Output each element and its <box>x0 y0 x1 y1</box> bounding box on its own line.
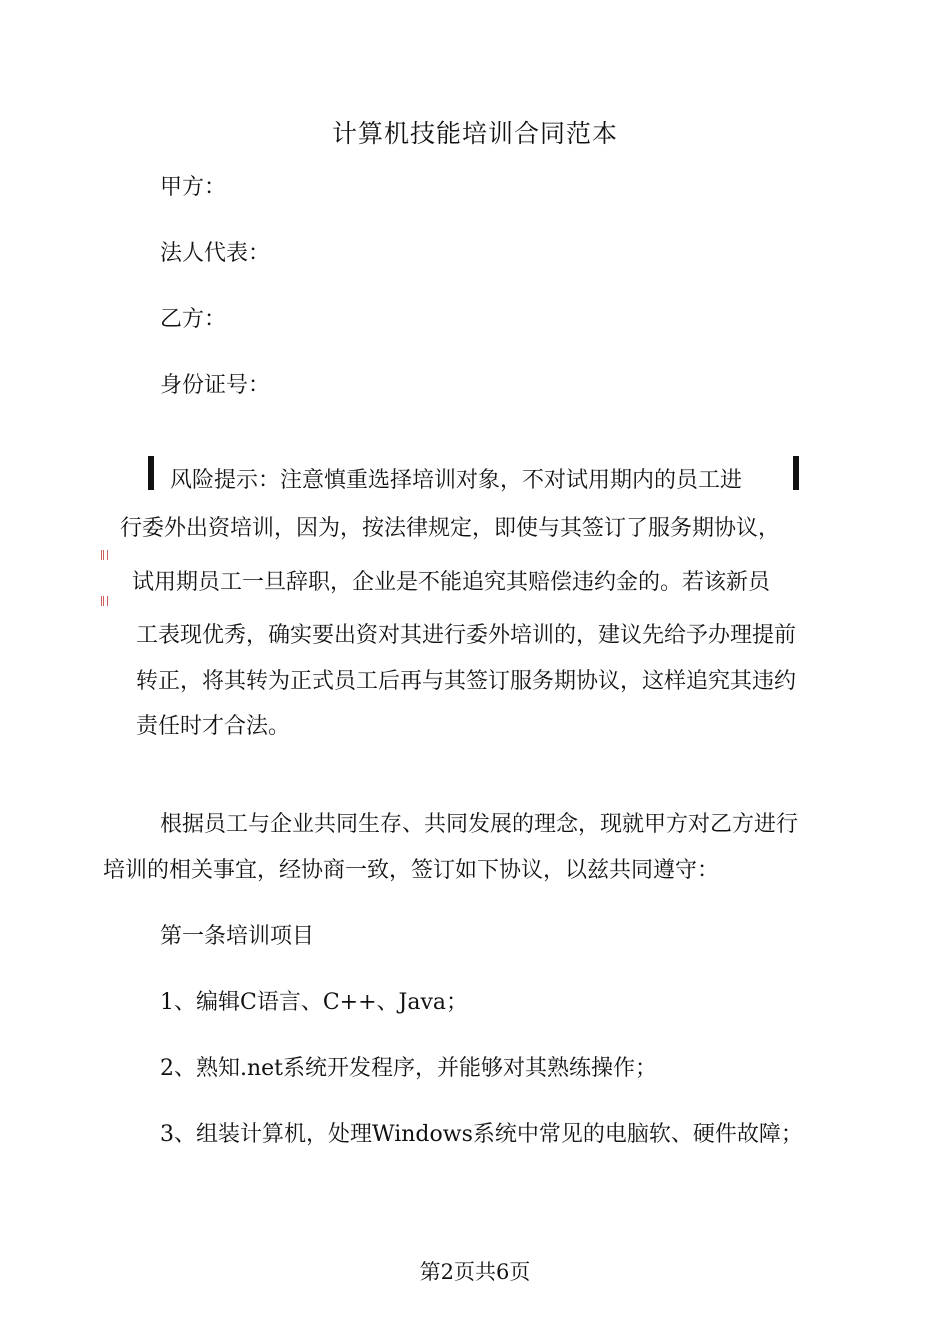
intro-paragraph-line: 根据员工与企业共同生存、共同发展的理念，现就甲方对乙方进行 <box>160 812 799 837</box>
article-1-item-3: 3、组装计算机，处理Windows系统中常见的电脑软、硬件故障； <box>160 1122 803 1147</box>
risk-tip-line: 转正，将其转为正式员工后再与其签订服务期协议，这样追究其违约 <box>136 669 797 694</box>
risk-tip-line: 行委外出资培训，因为，按法律规定，即使与其签订了服务期协议， <box>120 516 781 541</box>
article-1-item-2: 2、熟知.net系统开发程序，并能够对其熟练操作； <box>160 1056 658 1081</box>
id-number-field: 身份证号： <box>160 373 271 398</box>
risk-tip-line: 风险提示：注意慎重选择培训对象，不对试用期内的员工进 <box>170 468 743 493</box>
document-title: 计算机技能培训合同范本 <box>331 119 618 148</box>
page-number-footer: 第2页共6页 <box>419 1260 531 1284</box>
revision-mark <box>101 550 108 560</box>
intro-paragraph-line: 培训的相关事宜，经协商一致，签订如下协议，以兹共同遵守： <box>103 858 720 883</box>
legal-representative-field: 法人代表： <box>160 241 271 266</box>
revision-mark <box>101 596 108 606</box>
risk-tip-right-bar <box>793 456 799 490</box>
party-b-field: 乙方： <box>160 307 227 332</box>
risk-tip-line: 责任时才合法。 <box>136 714 291 739</box>
risk-tip-line: 工表现优秀，确实要出资对其进行委外培训的，建议先给予办理提前 <box>136 623 797 648</box>
article-1-item-1: 1、编辑C语言、C++、Java； <box>160 990 469 1015</box>
risk-tip-left-bar <box>148 456 154 490</box>
party-a-field: 甲方： <box>160 175 227 200</box>
risk-tip-line: 试用期员工一旦辞职，企业是不能追究其赔偿违约金的。若该新员 <box>132 570 771 595</box>
article-1-heading: 第一条培训项目 <box>160 924 315 949</box>
